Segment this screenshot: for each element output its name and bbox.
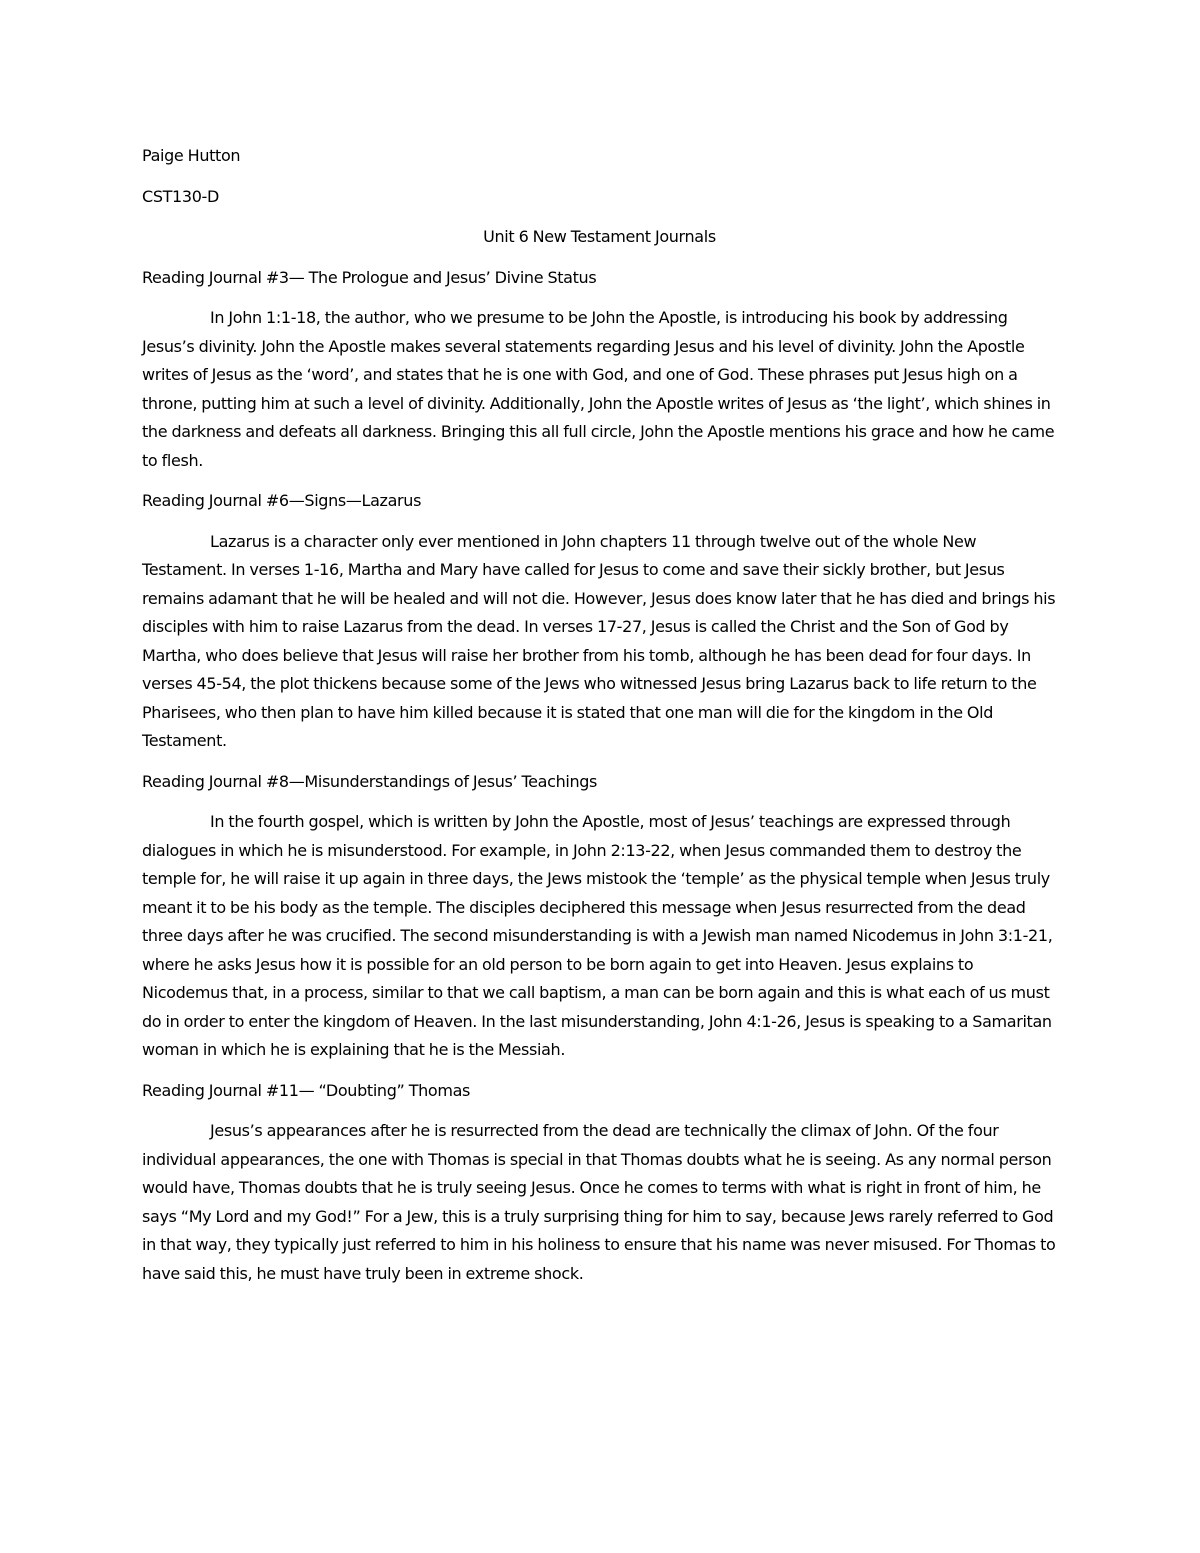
section-heading-journal-3: Reading Journal #3— The Prologue and Jesus’ Divine Status — [142, 267, 597, 287]
section-body-journal-6: Lazarus is a character only ever mentioned in John chapters 11 through twelve out of the whole New Testament. In verses 1-16, Martha and Mary have called for Jesus to come and save their sickly brother, but Jesus remains adamant that he will be healed and will not die. However, Jesus does know later that he has died and brings his disciples with him to raise Lazarus from the dead. In verses 17-27, Jesus is called the Christ and the Son of God by Martha, who does believe that Jesus will raise her brother from his tomb, although he has been dead for four days. In verses 45-54, the plot thickens because some of the Jews who witnessed Jesus bring Lazarus back to life return to the Pharisees, who then plan to have him killed because it is stated that one man will die for the kingdom in the Old Testament. — [142, 531, 1056, 750]
section-heading-journal-11: Reading Journal #11— “Doubting” Thomas — [142, 1080, 471, 1100]
section-heading-journal-8: Reading Journal #8—Misunderstandings of Jesus’ Teachings — [142, 771, 598, 791]
section-body-journal-8: In the fourth gospel, which is written by John the Apostle, most of Jesus’ teachings are expressed through dialogues in which he is misunderstood. For example, in John 2:13-22, when Jesus commanded them to destroy the temple for, he will raise it up again in three days, the Jews mistook the ‘temple’ as the physical temple when Jesus truly meant it to be his body as the temple. The disciples deciphered this message when Jesus resurrected from the dead three days after he was crucified. The second misunderstanding is with a Jewish man named Nicodemus in John 3:1-21, where he asks Jesus how it is possible for an old person to be born again to get into Heaven. Jesus explains to Nicodemus that, in a process, similar to that we call baptism, a man can be born again and this is what each of us must do in order to enter the kingdom of Heaven. In the last misunderstanding, John 4:1-26, Jesus is speaking to a Samaritan woman in which he is explaining that he is the Messiah. — [142, 812, 1053, 1059]
course-code: CST130-D — [142, 186, 219, 206]
document-body — [142, 142, 1057, 1300]
author-name: Paige Hutton — [142, 146, 241, 165]
document-title: Unit 6 New Testament Journals — [483, 227, 716, 246]
section-heading-journal-6: Reading Journal #6—Signs—Lazarus — [142, 491, 422, 510]
section-body-journal-11: Jesus’s appearances after he is resurrected from the dead are technically the climax of John. Of the four individual appearances, the one with Thomas is special in that Thomas doubts what he is seeing. As any normal person would have, Thomas doubts that he is truly seeing Jesus. Once he comes to terms with what is right in front of him, he says “My Lord and my God!” For a Jew, this is a truly surprising thing for him to say, because Jews rarely referred to God in that way, they typically just referred to him in his holiness to ensure that his name was never misused. For Thomas to have said this, he must have truly been in extreme shock. — [142, 1121, 1056, 1283]
section-body-journal-3: In John 1:1-18, the author, who we presume to be John the Apostle, is introducing his book by addressing Jesus’s divinity. John the Apostle makes several statements regarding Jesus and his level of divinity. John the Apostle writes of Jesus as the ‘word’, and states that he is one with God, and one of God. These phrases put Jesus high on a throne, putting him at such a level of divinity. Additionally, John the Apostle writes of Jesus as ‘the light’, which shines in the darkness and defeats all darkness. Bringing this all full circle, John the Apostle mentions his grace and how he came to flesh. — [142, 308, 1055, 470]
